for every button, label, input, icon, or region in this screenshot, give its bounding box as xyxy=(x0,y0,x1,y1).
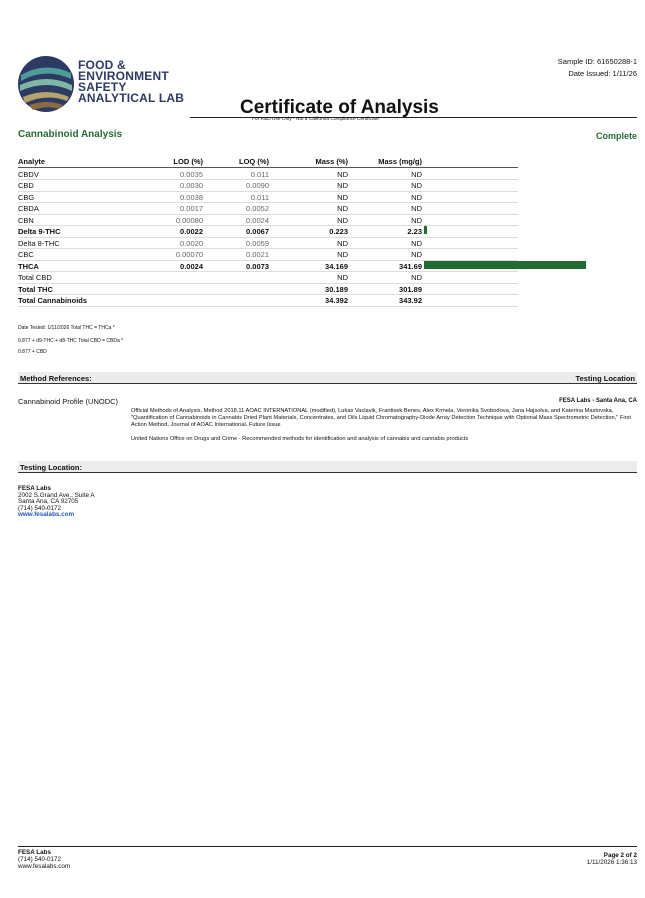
method-references-band xyxy=(18,372,637,384)
cell-loq: 0.0073 xyxy=(246,261,269,271)
cell-mass-mg: ND xyxy=(411,192,422,202)
col-mass-mg: Mass (mg/g) xyxy=(378,157,422,166)
lab-phone: (714) 540-0172 xyxy=(18,504,62,512)
cell-loq: 0.011 xyxy=(250,169,269,179)
cell-lod: 0.0017 xyxy=(180,204,203,213)
cell-mass-pct: ND xyxy=(337,238,348,248)
method-reference: United Nations Office on Drugs and Crime - Recommended methods for identification and analysis of cannabis and cannabis products xyxy=(131,436,469,442)
page-number: Page 2 of 2 xyxy=(603,852,637,859)
cell-mass-mg: ND xyxy=(411,181,422,190)
cell-lod: 0.0035 xyxy=(180,169,203,179)
note-line: Date Tested: 1/11/2026 Total THC = THCa * xyxy=(18,325,115,331)
method-location: FESA Labs - Santa Ana, CA xyxy=(559,398,637,404)
page-subtitle: For R&D Use Only - Not a California Compliance Certificate. xyxy=(252,117,380,122)
cell-analyte: CBG xyxy=(18,192,35,202)
logo-line: SAFETY xyxy=(78,80,127,94)
status-badge: Complete xyxy=(595,131,637,141)
cell-analyte: Total CBD xyxy=(18,273,52,282)
cell-loq: 0.0052 xyxy=(246,204,269,213)
cell-mass-pct: 30.189 xyxy=(325,284,348,294)
mass-bar xyxy=(424,261,586,269)
cell-mass-pct: ND xyxy=(337,250,348,259)
cell-analyte: CBDV xyxy=(18,169,39,179)
col-analyte: Analyte xyxy=(18,157,46,166)
cell-mass-pct: ND xyxy=(337,273,348,282)
cell-mass-mg: ND xyxy=(411,238,422,248)
cell-mass-pct: 0.223 xyxy=(329,227,348,236)
footer-timestamp: 1/11/2026 1:36:13 xyxy=(586,859,637,866)
cell-loq: 0.011 xyxy=(250,192,269,202)
footer-web: www.fesalabs.com xyxy=(18,863,71,870)
cell-analyte: Delta 8-THC xyxy=(18,238,60,248)
method-name: Cannabinoid Profile (UNODC) xyxy=(18,397,119,406)
table-header xyxy=(18,155,518,168)
method-references-label: Method References: xyxy=(20,374,92,383)
cell-loq: 0.0021 xyxy=(246,250,269,259)
lab-address xyxy=(18,486,95,519)
footer-page-info xyxy=(587,852,637,866)
mass-bar xyxy=(424,226,427,234)
col-lod: LOD (%) xyxy=(173,157,203,166)
cell-mass-pct: ND xyxy=(337,204,348,213)
cell-mass-mg: ND xyxy=(411,250,422,259)
cell-analyte: Delta 9-THC xyxy=(18,227,61,236)
cell-mass-pct: ND xyxy=(337,169,348,179)
cell-mass-mg: ND xyxy=(411,273,422,282)
lab-city: Santa Ana, CA 92705 xyxy=(18,498,79,506)
sample-id: Sample ID: 61650288-1 xyxy=(557,57,637,66)
cell-analyte: CBN xyxy=(18,215,34,225)
cell-mass-mg: ND xyxy=(411,204,422,213)
cell-lod: 0.0024 xyxy=(180,261,203,271)
cell-mass-mg: ND xyxy=(411,215,422,225)
cell-mass-pct: ND xyxy=(337,181,348,190)
cell-mass-mg: 301.89 xyxy=(399,284,422,294)
cell-analyte: THCA xyxy=(18,261,39,271)
logo-wordmark xyxy=(78,60,184,104)
cell-lod: 0.00080 xyxy=(175,215,203,225)
date-issued: Date Issued: 1/11/26 xyxy=(568,69,637,78)
logo-line: ENVIRONMENT xyxy=(78,69,169,83)
cell-mass-mg: 341.69 xyxy=(399,261,422,271)
page-title: Certificate of Analysis xyxy=(240,97,439,118)
lab-name: FESA Labs xyxy=(18,485,52,492)
lab-website-link[interactable]: www.fesalabs.com xyxy=(18,511,75,519)
cell-mass-mg: 343.92 xyxy=(399,296,422,305)
col-mass-pct: Mass (%) xyxy=(315,157,348,166)
cell-loq: 0.0059 xyxy=(246,238,269,248)
cell-mass-mg: ND xyxy=(411,169,422,179)
cell-mass-mg: 2.23 xyxy=(407,227,422,236)
testing-location-label: Testing Location xyxy=(575,374,635,383)
cell-mass-pct: 34.169 xyxy=(325,261,348,271)
cell-analyte: CBD xyxy=(18,181,34,190)
table-row xyxy=(18,294,518,307)
section-title: Cannabinoid Analysis xyxy=(18,129,123,140)
cell-analyte: CBC xyxy=(18,250,34,259)
cell-loq: 0.0024 xyxy=(246,215,269,225)
cell-lod: 0.0020 xyxy=(180,238,203,248)
footer-contact xyxy=(18,849,70,870)
cell-analyte: Total Cannabinoids xyxy=(18,296,88,305)
note-line: 0.877 + CBD xyxy=(18,349,47,355)
cell-lod: 0.0030 xyxy=(180,181,203,190)
cell-mass-pct: ND xyxy=(337,192,348,202)
cell-analyte: Total THC xyxy=(18,284,53,294)
cell-analyte: CBDA xyxy=(18,204,39,213)
col-loq: LOQ (%) xyxy=(239,157,269,166)
cell-lod: 0.0038 xyxy=(180,192,203,202)
note-line: 0.877 + d9-THC + d8-THC Total CBD = CBDa * xyxy=(18,338,124,344)
footer-name: FESA Labs xyxy=(18,849,52,856)
cell-mass-pct: ND xyxy=(337,215,348,225)
testing-location-band xyxy=(18,461,637,473)
cell-loq: 0.0090 xyxy=(246,181,269,190)
footer-phone: (714) 540-0172 xyxy=(18,856,62,863)
cell-lod: 0.0022 xyxy=(180,227,203,236)
fesa-logo-icon xyxy=(17,55,75,113)
sample-info xyxy=(558,56,637,80)
logo-line: ANALYTICAL LAB xyxy=(78,91,185,105)
cell-loq: 0.0067 xyxy=(246,227,269,236)
testing-location-heading: Testing Location: xyxy=(20,463,82,472)
lab-street: 2002 S.Grand Ave., Suite A xyxy=(18,491,95,499)
method-reference: Official Methods of Analysis, Method 2018.11 AOAC INTERNATIONAL (modified), Lukas Vaclavik, Frantisek Benes, Alex Krmela, Veronika Svobodova, Jana Hajsolva, and Katerina Mastovska, "Quantification of Cannabinoids in Cannabis Dried Plant Materials, Concentrates, and Oils Liquid Chromatography-Diode Array Detection Technique with Optional Mass Spectrometric Detection," First Action Method, Journal of AOAC International, Future Issue xyxy=(131,408,631,428)
logo-line: FOOD & xyxy=(78,58,126,72)
cell-mass-pct: 34.392 xyxy=(325,296,348,305)
footer-divider xyxy=(18,846,637,847)
cell-lod: 0.00070 xyxy=(175,250,203,259)
